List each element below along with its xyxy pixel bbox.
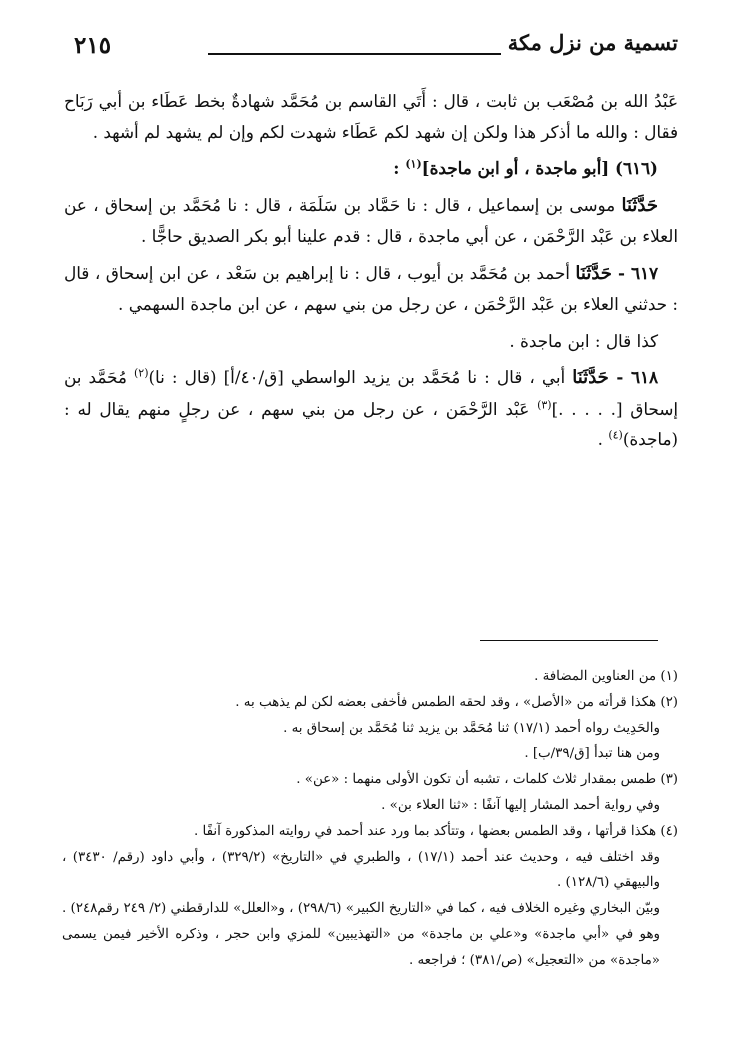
footnote-3: (٣) طمس بمقدار ثلاث كلمات ، تشبه أن تكون الأولى منهما : «عن» . [296,772,678,788]
paragraph-ata-testimony: عَبْدُ الله بن مُصْعَب بن ثابت ، قال : أَتَي القاسم بن مُحَمَّد شهادةٌ بخط عَطَاء بن أبي رَبَاح فقال : والله ما أذكر هذا ولكن إن شهد لكم عَطَاء شهدت لكم وإن لم يشهد لم أشهد . [64,91,678,142]
haddathana-616: حَدَّثَنَا [621,194,658,216]
page-header [60,26,678,66]
main-text [64,86,678,455]
running-head: تسمية من نزل مكة [507,30,678,55]
narration-618-part-c: عَبْد الرَّحْمَن ، عن رجل من بني سهم ، عن رجلٍ منهم يقال له : (ماجدة) [64,398,678,449]
narration-618-part-a: أبي ، قال : نا مُحَمَّد بن يزيد الواسطي [ق/٤٠/أ] (قال : نا) [148,367,573,387]
narration-618-part-b: مُحَمَّد بن إسحاق [. . . . .] [64,367,678,419]
entry-heading-616 [64,153,678,184]
hadith-number-617: ٦١٧ - [611,262,658,283]
footnotes [62,664,678,974]
kadha-note: كذا قال : ابن ماجدة . [509,330,658,351]
page-number: ٢١٥ [74,32,112,59]
entry-heading-colon: : [393,158,406,178]
entry-title-616: (٦١٦) [أبو ماجدة ، أو ابن ماجدة] [421,158,658,178]
footnote-ref-1: (١) [405,157,422,171]
footnote-ref-4: (٤) [608,428,623,442]
footnote-2-folio-note: ومن هنا تبدأ [ق/٣٩/ب] . [524,746,660,762]
header-rule [208,53,501,55]
footnote-3-continuation: وفي رواية أحمد المشار إليها آنفًا : «ثنا العلاء بن» . [381,797,660,813]
footnote-4-sources: وقد اختلف فيه ، وحديث عند أحمد (١٧/١) ، والطبري في «التاريخ» (٣٢٩/٢) ، وأبي داود (رقم/ ٣٤٣٠) ، والبيهقي (١٢٨/٦) . [62,849,661,891]
narration-617-text: أحمد بن مُحَمَّد بن أيوب ، قال : نا إبراهيم بن سَعْد ، عن ابن إسحاق ، قال : حدثني العلاء بن عَبْد الرَّحْمَن ، عن رجل من بني سهم ، عن ابن ماجدة السهمي . [64,262,678,314]
narration-616-text: موسى بن إسماعيل ، قال : نا حَمَّاد بن سَلَمَة ، قال : نا مُحَمَّد بن إسحاق ، عن العلاء بن عَبْد الرَّحْمَن ، عن أبي ماجدة ، قال : قدم علينا أبو بكر الصديق حاجًّا . [64,194,678,246]
hadith-number-618: ٦١٨ - [608,367,658,387]
narration-616 [64,190,678,252]
footnote-4-discussion: وبيّن البخاري وغيره الخلاف فيه ، كما في «التاريخ الكبير» (٢٩٨/٦) ، و«العلل» للدارقطني (٢/ ٢٤٩ رقم٢٤٨) . وهو في «أبي ماجدة» و«علي بن ماجدة» من «التهذيبين» للمزي وابن حجر ، وذكره الأخير فيمن يسمى «ماجدة» من «التعجيل» (ص/٣٨١) ؛ فراجعه . [62,901,660,968]
narration-618-end: . [597,429,609,449]
haddathana-617: حَدَّثَنَا [575,262,612,284]
narration-618 [64,362,678,455]
footnote-2-continuation: والحَدِيث رواه أحمد (١٧/١) ثنا مُحَمَّد بن يزيد ثنا مُحَمَّد بن إسحاق به . [283,720,660,736]
footnote-2: (٢) هكذا قرأته من «الأصل» ، وقد لحقه الطمس فأخفى بعضه لكن لم يذهب به . [235,694,678,710]
narration-617 [64,258,678,320]
footnote-4: (٤) هكذا قرأتها ، وقد الطمس بعضها ، وتتأكد بما ورد عند أحمد في روايته المذكورة آنفًا . [194,823,678,839]
footnote-1: (١) من العناوين المضافة . [534,669,678,684]
haddathana-618: حَدَّثَنَا [572,367,609,388]
footnote-ref-2: (٢) [133,366,149,380]
footnote-ref-3: (٣) [537,397,552,411]
footnote-separator [480,640,658,641]
